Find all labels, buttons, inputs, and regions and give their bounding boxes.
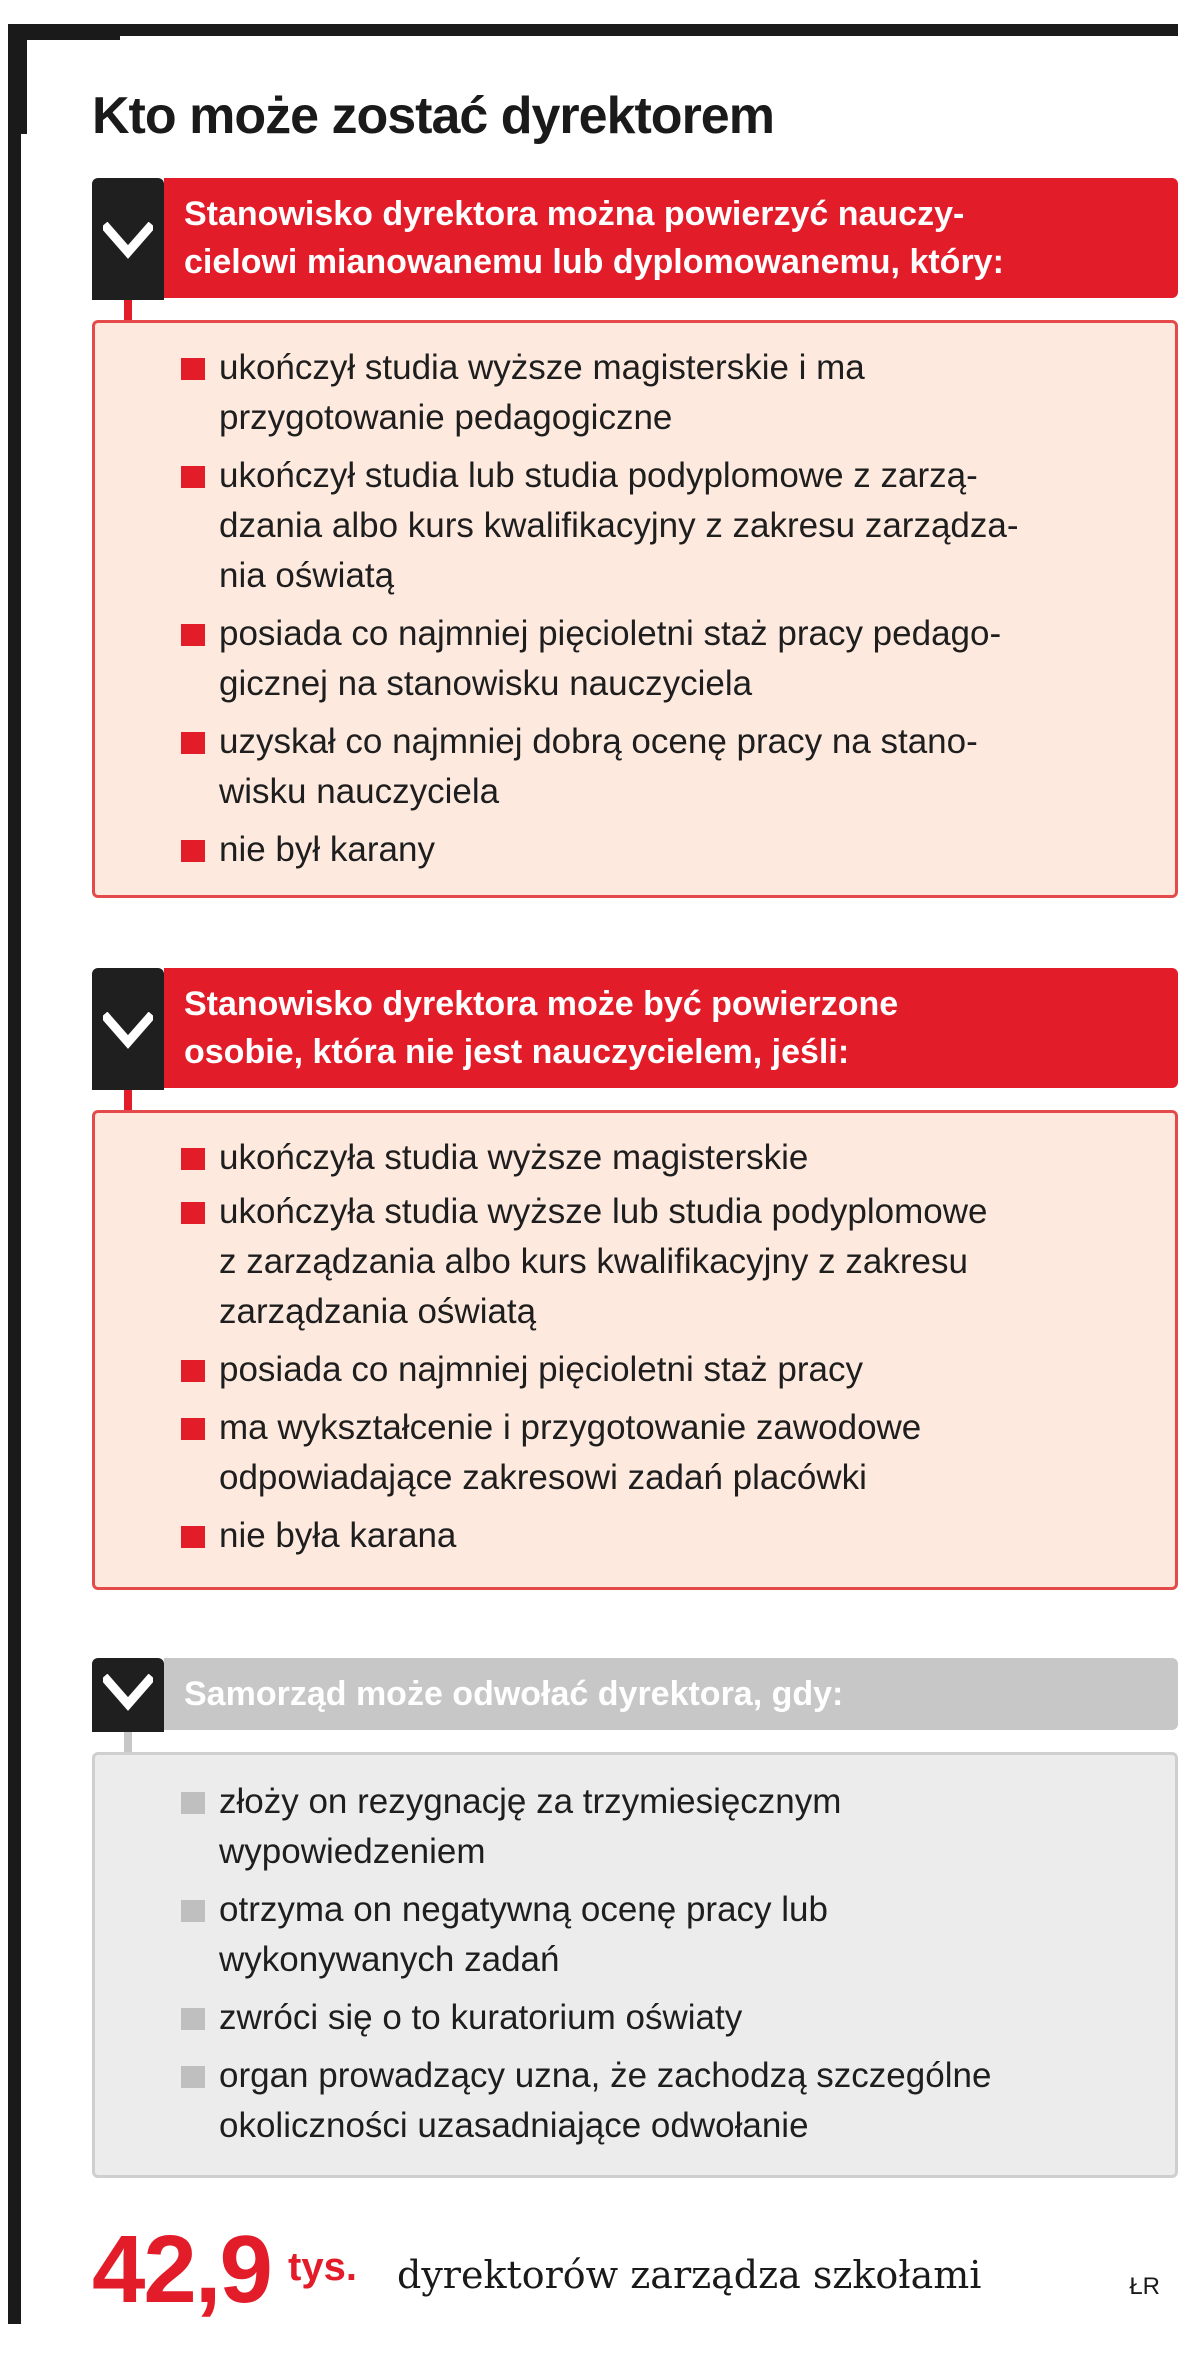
bullet-square-icon — [181, 1360, 205, 1382]
item-line: nie była karana — [219, 1516, 457, 1555]
section-header-text — [184, 1670, 1164, 1718]
stat-description: dyrektorów zarządza szkołami — [397, 2253, 982, 2297]
stat-unit: tys. — [288, 2245, 357, 2289]
requirements-list — [181, 1133, 1161, 1561]
item-line: gicznej na stanowisku nauczyciela — [219, 664, 753, 703]
author-credit: ŁR — [1129, 2273, 1160, 2300]
list-item — [181, 1993, 1161, 2043]
section-header-bar — [164, 968, 1178, 1088]
item-line: posiada co najmniej pięcioletni staż pracy — [219, 1350, 863, 1389]
item-line: okoliczności uzasadniające odwołanie — [219, 2106, 809, 2145]
bullet-square-icon — [181, 1792, 205, 1814]
header-line: cielowi mianowanemu lub dyplomowanemu, który: — [184, 243, 1004, 281]
item-line: złoży on rezygnację za trzymiesięcznym — [219, 1782, 842, 1821]
footer-stat — [92, 2215, 1178, 2325]
bullet-square-icon — [181, 1900, 205, 1922]
section-teacher-requirements — [92, 178, 1178, 898]
bullet-square-icon — [181, 466, 205, 488]
section-header-bar — [164, 1658, 1178, 1730]
bullet-square-icon — [181, 1202, 205, 1224]
page-title: Kto może zostać dyrektorem — [92, 87, 774, 145]
list-item — [181, 343, 1161, 443]
bullet-square-icon — [181, 2066, 205, 2088]
list-item — [181, 1511, 1161, 1561]
item-line: nia oświatą — [219, 556, 395, 595]
list-item — [181, 2051, 1161, 2151]
connector-line — [124, 1732, 132, 1752]
item-line: organ prowadzący uzna, że zachodzą szczególne — [219, 2056, 992, 2095]
item-line: wisku nauczyciela — [219, 772, 500, 811]
item-line: ukończył studia wyższe magisterskie i ma — [219, 348, 865, 387]
item-line: ma wykształcenie i przygotowanie zawodowe — [219, 1408, 922, 1447]
reasons-box — [92, 1752, 1178, 2178]
list-item — [181, 1133, 1161, 1183]
section-header — [92, 1658, 1178, 1730]
connector-line — [124, 300, 132, 320]
item-line: wypowiedzeniem — [219, 1832, 486, 1871]
section-header — [92, 178, 1178, 298]
reasons-list — [181, 1777, 1161, 2151]
list-item — [181, 609, 1161, 709]
bullet-square-icon — [181, 2008, 205, 2030]
bullet-square-icon — [181, 1418, 205, 1440]
requirements-box — [92, 1110, 1178, 1590]
item-line: zwróci się o to kuratorium oświaty — [219, 1998, 743, 2037]
list-item — [181, 1885, 1161, 1985]
item-line: posiada co najmniej pięcioletni staż pracy pedago- — [219, 614, 1002, 653]
section-header-text — [184, 190, 1164, 286]
list-item — [181, 1345, 1161, 1395]
chevron-box — [92, 968, 164, 1090]
item-line: ukończyła studia wyższe lub studia podyplomowe — [219, 1192, 988, 1231]
list-item — [181, 825, 1161, 875]
item-line: zarządzania oświatą — [219, 1292, 537, 1331]
bullet-square-icon — [181, 732, 205, 754]
frame-left-line — [8, 24, 21, 2324]
list-item — [181, 1403, 1161, 1503]
list-item — [181, 1187, 1161, 1337]
requirements-box — [92, 320, 1178, 898]
stat-number: 42,9 — [92, 2216, 271, 2323]
item-line: nie był karany — [219, 830, 435, 869]
bullet-square-icon — [181, 1148, 205, 1170]
chevron-down-icon — [103, 1012, 153, 1052]
item-line: otrzyma on negatywną ocenę pracy lub — [219, 1890, 828, 1929]
requirements-list — [181, 343, 1161, 875]
section-header-text — [184, 980, 1164, 1076]
list-item — [181, 451, 1161, 601]
item-line: uzyskał co najmniej dobrą ocenę pracy na stano- — [219, 722, 978, 761]
header-line: Stanowisko dyrektora można powierzyć nauczy- — [184, 195, 965, 233]
section-header — [92, 968, 1178, 1088]
frame-top-line — [8, 24, 1178, 36]
section-dismissal-reasons — [92, 1658, 1178, 2178]
bullet-square-icon — [181, 1526, 205, 1548]
bullet-square-icon — [181, 624, 205, 646]
item-line: dzania albo kurs kwalifikacyjny z zakresu zarządza- — [219, 506, 1019, 545]
chevron-down-icon — [103, 222, 153, 262]
chevron-down-icon — [103, 1674, 153, 1714]
header-line: Stanowisko dyrektora może być powierzone — [184, 985, 899, 1023]
item-line: wykonywanych zadań — [219, 1940, 560, 1979]
item-line: ukończyła studia wyższe magisterskie — [219, 1138, 809, 1177]
bullet-square-icon — [181, 840, 205, 862]
chevron-box — [92, 1658, 164, 1732]
list-item — [181, 717, 1161, 817]
item-line: odpowiadające zakresowi zadań placówki — [219, 1458, 867, 1497]
item-line: z zarządzania albo kurs kwalifikacyjny z zakresu — [219, 1242, 968, 1281]
item-line: przygotowanie pedagogiczne — [219, 398, 673, 437]
chevron-box — [92, 178, 164, 300]
bullet-square-icon — [181, 358, 205, 380]
section-header-bar — [164, 178, 1178, 298]
header-line: Samorząd może odwołać dyrektora, gdy: — [184, 1675, 844, 1713]
item-line: ukończył studia lub studia podyplomowe z zarzą- — [219, 456, 978, 495]
section-non-teacher-requirements — [92, 968, 1178, 1590]
connector-line — [124, 1090, 132, 1110]
list-item — [181, 1777, 1161, 1877]
header-line: osobie, która nie jest nauczycielem, jeśli: — [184, 1033, 850, 1071]
frame-corner-stub — [8, 24, 27, 134]
